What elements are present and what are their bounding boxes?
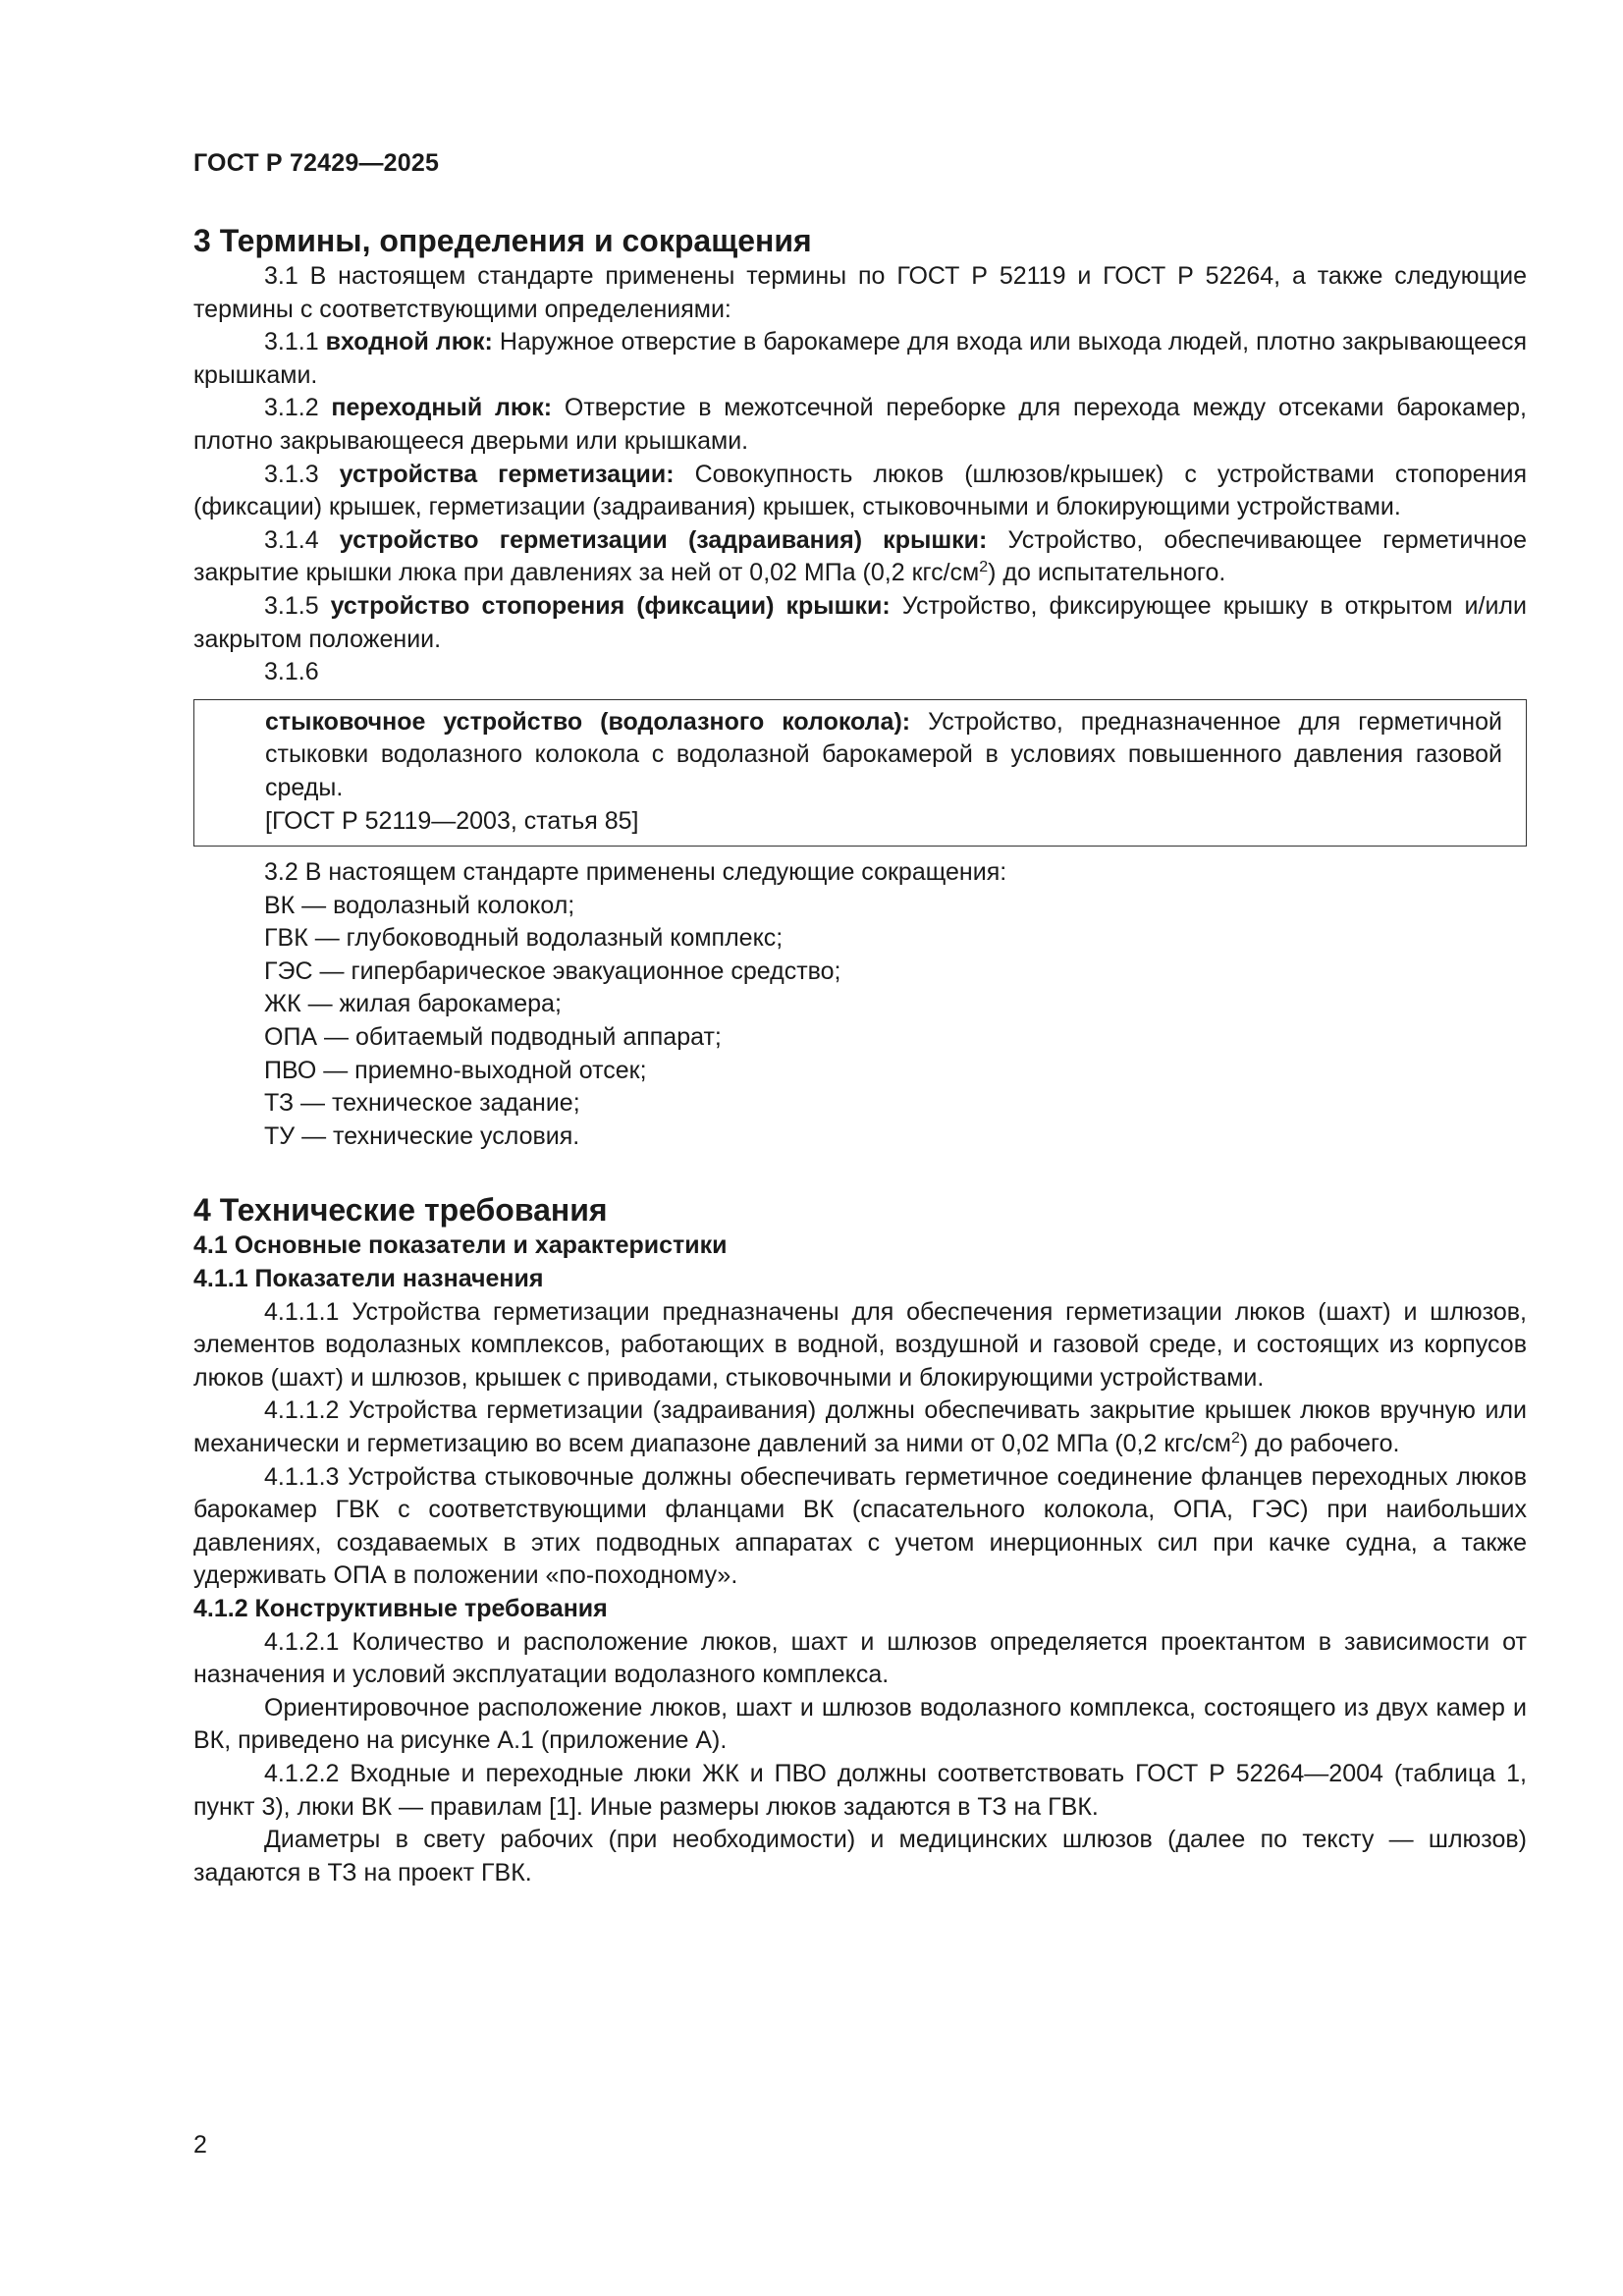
section-3-title: 3 Термины, определения и сокращения bbox=[193, 223, 812, 258]
page-number: 2 bbox=[193, 2131, 207, 2159]
subsection-4-1-2-title: 4.1.2 Конструктивные требования bbox=[193, 1594, 608, 1622]
paragraph-4-1-1-2: 4.1.1.2 Устройства герметизации (задраивания) должны обеспечивать закрытие крышек люков вручную или механически и герметизацию во всем диапазоне давлений за ними от 0,02 МПа (0,2 кгс/$см^2$) до рабочего. bbox=[193, 1396, 1527, 1457]
document-body bbox=[193, 221, 1527, 1889]
subsection-4-1-title: 4.1 Основные показатели и характеристики bbox=[193, 1231, 728, 1260]
abbreviation-item: ГЭС — гипербарическое эвакуационное средство; bbox=[264, 957, 841, 985]
paragraph-3-1: 3.1 В настоящем стандарте применены термины по ГОСТ Р 52119 и ГОСТ Р 52264, а также следующие термины с соответствующими определениями: bbox=[193, 262, 1527, 323]
document-code-header: ГОСТ Р 72429—2025 bbox=[193, 149, 440, 177]
term-3-1-2: 3.1.2 переходный люк: Отверстие в межотсечной переборке для перехода между отсеками барокамер, плотно закрывающееся дверьми или крышками. bbox=[193, 394, 1528, 455]
boxed-term: стыковочное устройство (водолазного колокола): Устройство, предназначенное для герметичной стыковки водолазного колокола с водолазной барокамерой в условиях повышенного давления газовой среды. bbox=[265, 707, 1502, 801]
abbreviation-item: ПВО — приемно-выходной отсек; bbox=[264, 1056, 647, 1084]
paragraph-4-1-2-2-b: Диаметры в свету рабочих (при необходимости) и медицинских шлюзов (далее по тексту — шлюзов) задаются в ТЗ на проект ГВК. bbox=[193, 1826, 1527, 1886]
subsection-4-1-1-title: 4.1.1 Показатели назначения bbox=[193, 1265, 544, 1293]
abbreviation-item: ГВК — глубоководный водолазный комплекс; bbox=[264, 924, 784, 953]
abbreviation-item: ОПА — обитаемый подводный аппарат; bbox=[264, 1023, 722, 1052]
term-3-1-4: 3.1.4 устройство герметизации (задраивания) крышки: Устройство, обеспечивающее герметичное закрытие крышки люка при давлениях за ней от 0,02 МПа (0,2 кгс/$см^2$) до испытательного. bbox=[193, 525, 1528, 587]
term-3-1-3: 3.1.3 устройства герметизации: Совокупность люков (шлюзов/крышек) с устройствами стопорения (фиксации) крышек, герметизации (задраивания) крышек, стыковочными и блокирующими устройствами. bbox=[193, 460, 1528, 521]
paragraph-4-1-2-1-b: Ориентировочное расположение люков, шахт и шлюзов водолазного комплекса, состоящего из двух камер и ВК, приведено на рисунке А.1 (приложение А). bbox=[193, 1693, 1527, 1755]
section-4-title: 4 Технические требования bbox=[193, 1192, 608, 1229]
term-3-1-5: 3.1.5 устройство стопорения (фиксации) крышки: Устройство, фиксирующее крышку в открытом и/или закрытом положении. bbox=[193, 591, 1527, 653]
quoted-term-box bbox=[193, 699, 1527, 847]
abbreviation-item: ВК — водолазный колокол; bbox=[264, 891, 575, 919]
paragraph-3-2: 3.2 В настоящем стандарте применены следующие сокращения: bbox=[264, 858, 1007, 887]
boxed-term-source: [ГОСТ Р 52119—2003, статья 85] bbox=[265, 806, 639, 835]
term-3-1-6-number: 3.1.6 bbox=[264, 658, 319, 686]
abbreviation-item: ЖК — жилая барокамера; bbox=[264, 990, 562, 1018]
paragraph-4-1-1-3: 4.1.1.3 Устройства стыковочные должны обеспечивать герметичное соединение фланцев переходных люков барокамер ГВК с соответствующими фланцами ВК (спасательного колокола, ОПА, ГЭС) при наибольших давлениях, создаваемых в этих подводных аппаратах с учетом инерционных сил при качке судна, а также удерживать ОПА в положении «по-походному». bbox=[193, 1462, 1527, 1590]
abbreviation-item: ТЗ — техническое задание; bbox=[264, 1089, 580, 1118]
term-3-1-1: 3.1.1 входной люк: Наружное отверстие в барокамере для входа или выхода людей, плотно закрывающееся крышками. bbox=[193, 328, 1527, 389]
paragraph-4-1-1-1: 4.1.1.1 Устройства герметизации предназначены для обеспечения герметизации люков (шахт) и шлюзов, элементов водолазных комплексов, работающих в водной, воздушной и газовой среде, и состоящих из корпусов люков (шахт) и шлюзов, крышек с приводами, стыковочными и блокирующими устройствами. bbox=[193, 1297, 1527, 1392]
abbreviation-item: ТУ — технические условия. bbox=[264, 1121, 580, 1150]
paragraph-4-1-2-1: 4.1.2.1 Количество и расположение люков, шахт и шлюзов определяется проектантом в зависимости от назначения и условий эксплуатации водолазного комплекса. bbox=[193, 1627, 1527, 1689]
paragraph-4-1-2-2: 4.1.2.2 Входные и переходные люки ЖК и ПВО должны соответствовать ГОСТ Р 52264—2004 (таблица 1, пункт 3), люки ВК — правилам [1]. Иные размеры люков задаются в ТЗ на ГВК. bbox=[193, 1759, 1527, 1821]
